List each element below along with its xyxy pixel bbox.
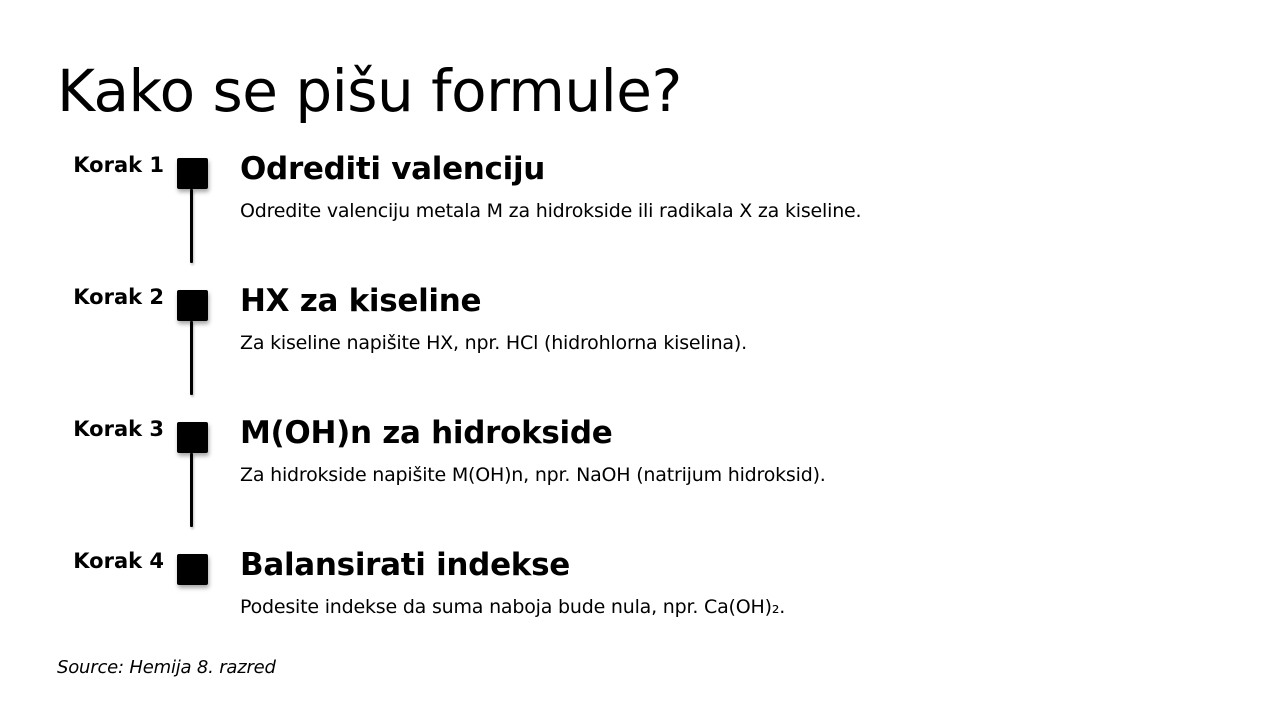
step-marker: [177, 422, 208, 453]
step-heading: Odrediti valenciju: [240, 151, 546, 187]
step-2: [0, 284, 1280, 416]
step-label: Korak 2: [73, 285, 164, 309]
step-connector: [190, 453, 193, 527]
step-label: Korak 3: [73, 417, 164, 441]
step-3: [0, 416, 1280, 548]
step-connector: [190, 321, 193, 395]
step-heading: Balansirati indekse: [240, 547, 570, 583]
step-1: [0, 152, 1280, 284]
step-label: Korak 1: [73, 153, 164, 177]
step-marker: [177, 554, 208, 585]
step-description: Podesite indekse da suma naboja bude nula, npr. Ca(OH)₂.: [240, 596, 786, 618]
step-heading: HX za kiseline: [240, 283, 482, 319]
step-description: Za hidrokside napišite M(OH)n, npr. NaOH (natrijum hidroksid).: [240, 464, 826, 486]
source-citation: Source: Hemija 8. razred: [57, 657, 276, 678]
step-connector: [190, 189, 193, 263]
step-description: Odredite valenciju metala M za hidrokside ili radikala X za kiseline.: [240, 200, 862, 222]
step-description: Za kiseline napišite HX, npr. HCl (hidrohlorna kiselina).: [240, 332, 747, 354]
step-heading: M(OH)n za hidrokside: [240, 415, 613, 451]
step-marker: [177, 290, 208, 321]
step-marker: [177, 158, 208, 189]
step-label: Korak 4: [73, 549, 164, 573]
slide-title: Kako se pišu formule?: [57, 57, 682, 125]
